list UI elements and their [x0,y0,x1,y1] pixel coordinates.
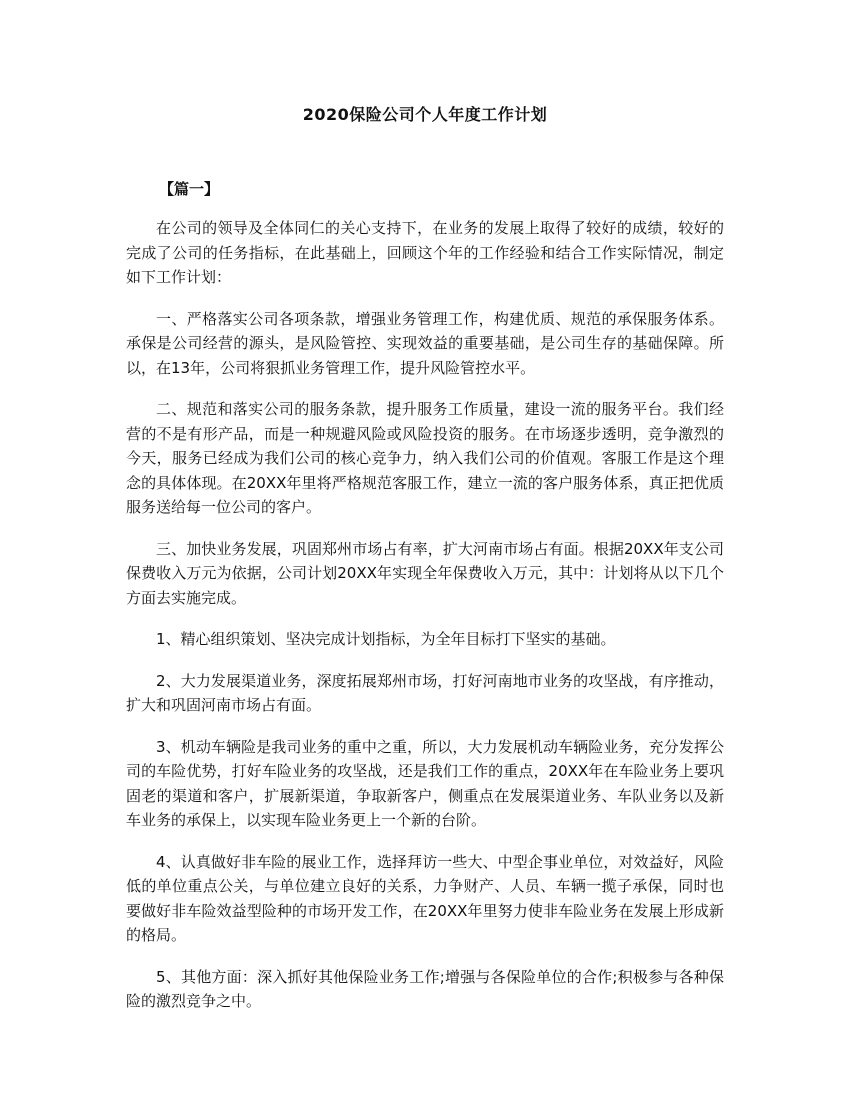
paragraph-subitem-2: 2、大力发展渠道业务，深度拓展郑州市场，打好河南地市业务的攻坚战，有序推动，扩大和巩固河南市场占有面。 [126,671,724,714]
paragraph-intro: 在公司的领导及全体同仁的关心支持下，在业务的发展上取得了较好的成绩，较好的完成了公司的任务指标，在此基础上，回顾这个年的工作经验和结合工作实际情况，制定如下工作计划： [126,219,724,286]
paragraph-subitem-3: 3、机动车辆险是我司业务的重中之重，所以，大力发展机动车辆险业务，充分发挥公司的车险优势，打好车险业务的攻坚战，还是我们工作的重点，20XX年在车险业务上要巩固老的渠道和客户，扩展新渠道，争取新客户，侧重点在发展渠道业务、车队业务以及新车业务的承保上，以实现车险业务更上一个新的台阶。 [126,737,724,829]
document-body [126,216,724,1031]
paragraph-subitem-1: 1、精心组织策划、坚决完成计划指标，为全年目标打下坚实的基础。 [156,630,616,648]
paragraph-item-2: 二、规范和落实公司的服务条款，提升服务工作质量，建设一流的服务平台。我们经营的不是有形产品，而是一种规避风险或风险投资的服务。在市场逐步透明，竞争激烈的今天，服务已经成为我们公司的核心竞争力，纳入我们公司的价值观。客服工作是这个理念的具体体现。在20XX年里将严格规范客服工作，建立一流的客户服务体系，真正把优质服务送给每一位公司的客户。 [126,400,724,516]
paragraph-item-1: 一、严格落实公司各项条款，增强业务管理工作，构建优质、规范的承保服务体系。承保是公司经营的源头，是风险管控、实现效益的重要基础，是公司生存的基础保障。所以，在13年，公司将狠抓业务管理工作，提升风险管控水平。 [126,309,724,377]
section-label: 【篇一】 [159,180,220,198]
paragraph-item-3: 三、加快业务发展，巩固郑州市场占有率，扩大河南市场占有面。根据20XX年支公司保费收入万元为依据，公司计划20XX年实现全年保费收入万元，其中：计划将从以下几个方面去实施完成。 [126,539,724,607]
paragraph-subitem-5: 5、其他方面：深入抓好其他保险业务工作;增强与各保险单位的合作;积极参与各种保险的激烈竞争之中。 [126,967,724,1010]
document-title: 2020保险公司个人年度工作计划 [302,105,548,124]
paragraph-subitem-4: 4、认真做好非车险的展业工作，选择拜访一些大、中型企事业单位，对效益好，风险低的单位重点公关，与单位建立良好的关系，力争财产、人员、车辆一揽子承保，同时也要做好非车险效益型险种的市场开发工作，在20XX年里努力使非车险业务在发展上形成新的格局。 [126,852,724,944]
